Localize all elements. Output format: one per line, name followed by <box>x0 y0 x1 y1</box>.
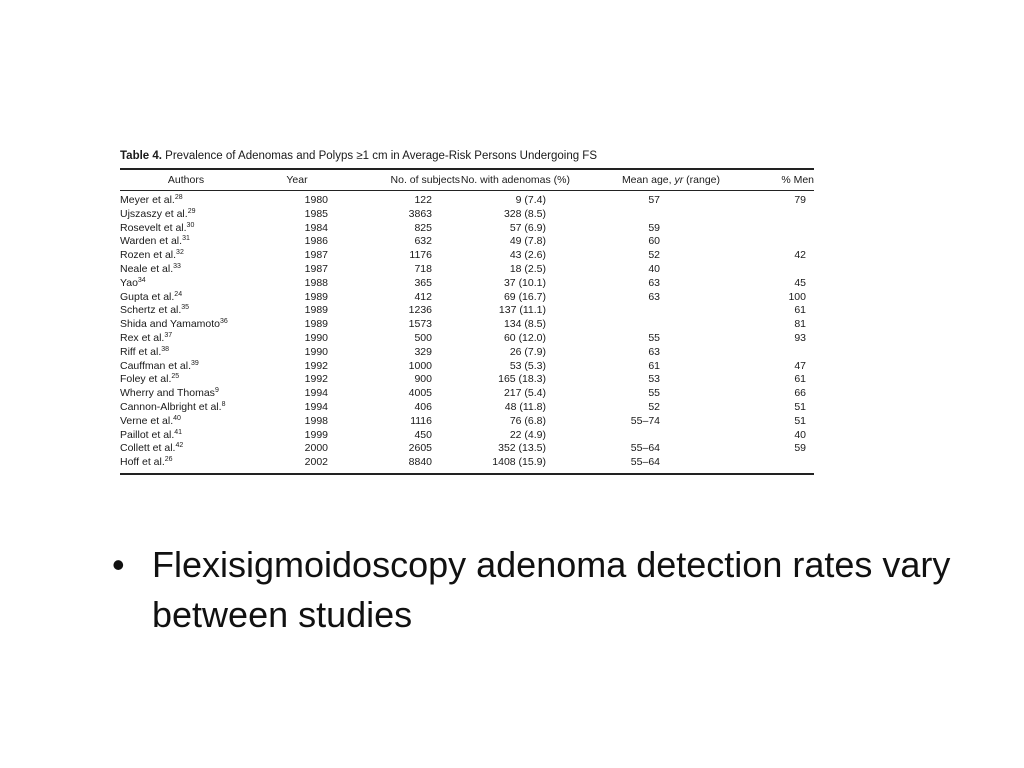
table-caption-label: Table 4. <box>120 150 162 162</box>
cell-year: 1989 <box>304 290 328 303</box>
cell-mean-age: 52 <box>648 249 660 262</box>
cell-author <box>120 222 252 236</box>
author-name: Rozen et al. <box>120 249 177 262</box>
cell-percent-men <box>720 263 814 277</box>
mean-age-suffix: (range) <box>683 174 720 186</box>
cell-adenomas: 352 (13.5) <box>498 442 546 455</box>
cell-year: 1985 <box>304 207 328 220</box>
reference-number: 33 <box>173 262 181 270</box>
cell-mean-age <box>570 429 720 443</box>
cell-adenomas: 1408 (15.9) <box>492 456 546 469</box>
reference-number: 32 <box>176 249 184 257</box>
table-row <box>120 291 814 305</box>
cell-author <box>120 191 252 208</box>
cell-year: 1986 <box>304 235 328 248</box>
cell-subjects: 4005 <box>408 387 432 400</box>
cell-author <box>120 332 252 346</box>
table-row <box>120 401 814 415</box>
cell-author <box>120 442 252 456</box>
bullet-point <box>112 540 972 640</box>
cell-year: 2002 <box>304 456 328 469</box>
cell-subjects: 3863 <box>408 207 432 220</box>
cell-adenomas: 134 (8.5) <box>503 318 546 331</box>
cell-mean-age: 40 <box>648 262 660 275</box>
cell-author <box>120 401 252 415</box>
cell-adenomas: 48 (11.8) <box>504 400 546 413</box>
author-name: Verne et al. <box>120 414 174 427</box>
cell-subjects: 122 <box>414 194 432 206</box>
column-header-adenomas: No. with adenomas (%) <box>460 174 570 186</box>
cell-mean-age: 55 <box>648 331 660 344</box>
cell-adenomas: 76 (6.8) <box>509 414 546 427</box>
table-row <box>120 346 814 360</box>
mean-age-prefix: Mean age, <box>621 174 675 186</box>
table-bottom-rule <box>120 473 814 475</box>
cell-year: 1987 <box>304 249 328 262</box>
author-name: Shida and Yamamoto <box>120 318 221 331</box>
cell-mean-age: 61 <box>648 359 660 372</box>
reference-number: 25 <box>171 373 180 381</box>
table-row <box>120 442 814 456</box>
cell-percent-men: 93 <box>794 331 806 344</box>
cell-year: 1992 <box>304 359 328 372</box>
cell-mean-age: 57 <box>648 194 660 206</box>
cell-percent-men <box>720 456 814 473</box>
cell-mean-age: 63 <box>648 290 660 303</box>
author-name: Paillot et al. <box>120 428 175 441</box>
cell-adenomas: 26 (7.9) <box>509 345 546 358</box>
table-row <box>120 191 814 208</box>
cell-percent-men: 79 <box>794 194 806 206</box>
cell-percent-men <box>720 346 814 360</box>
cell-mean-age: 63 <box>648 345 660 358</box>
cell-mean-age <box>570 304 720 318</box>
cell-year: 1992 <box>304 373 328 386</box>
reference-number: 30 <box>186 221 195 229</box>
reference-number: 35 <box>181 304 190 312</box>
cell-author <box>120 360 252 374</box>
prevalence-table <box>120 170 814 473</box>
reference-number: 31 <box>182 235 190 243</box>
cell-mean-age: 55–74 <box>630 414 660 427</box>
cell-subjects: 1116 <box>410 414 432 427</box>
cell-subjects: 1236 <box>408 304 432 317</box>
bullet-marker: • <box>112 544 125 585</box>
cell-subjects: 329 <box>414 345 432 358</box>
cell-author <box>120 373 252 387</box>
cell-year: 1989 <box>304 304 328 317</box>
cell-subjects: 8840 <box>408 456 432 469</box>
cell-subjects: 1000 <box>408 359 432 372</box>
table-caption-text: Prevalence of Adenomas and Polyps ≥1 cm in Average-Risk Persons Undergoing FS <box>165 150 598 162</box>
cell-year: 2000 <box>304 442 328 455</box>
cell-author <box>120 387 252 401</box>
cell-mean-age: 52 <box>648 400 660 413</box>
table-row <box>120 360 814 374</box>
cell-year: 1994 <box>304 400 328 413</box>
column-header-authors: Authors <box>167 174 205 186</box>
author-name: Wherry and Thomas <box>120 387 215 400</box>
cell-author <box>120 346 252 360</box>
author-name: Rosevelt et al. <box>120 221 187 234</box>
cell-adenomas: 43 (2.6) <box>509 249 546 262</box>
cell-percent-men: 40 <box>794 428 806 441</box>
column-header-percent-men: % Men <box>781 174 814 186</box>
table-row <box>120 208 814 222</box>
cell-subjects: 500 <box>414 331 432 344</box>
cell-author <box>120 277 252 291</box>
author-name: Warden et al. <box>120 235 183 248</box>
cell-adenomas: 18 (2.5) <box>509 262 546 275</box>
cell-subjects: 365 <box>414 276 432 289</box>
cell-adenomas: 49 (7.8) <box>509 235 546 248</box>
cell-percent-men: 42 <box>794 249 806 262</box>
cell-percent-men: 61 <box>794 373 806 386</box>
cell-adenomas: 328 (8.5) <box>503 207 546 220</box>
cell-percent-men <box>720 222 814 236</box>
mean-age-unit: yr <box>674 174 684 186</box>
cell-percent-men: 45 <box>794 276 806 289</box>
author-name: Hoff et al. <box>120 456 165 469</box>
cell-mean-age: 59 <box>648 221 660 234</box>
cell-adenomas: 69 (16.7) <box>503 290 546 303</box>
table-caption <box>120 148 814 164</box>
table-row <box>120 235 814 249</box>
cell-mean-age: 55–64 <box>630 456 660 469</box>
cell-author <box>120 208 252 222</box>
cell-percent-men: 66 <box>794 387 806 400</box>
table-row <box>120 277 814 291</box>
prevalence-table-figure <box>120 148 814 475</box>
cell-author <box>120 304 252 318</box>
reference-number: 40 <box>173 414 181 422</box>
reference-number: 24 <box>174 290 183 298</box>
reference-number: 41 <box>174 428 183 436</box>
reference-number: 37 <box>164 331 173 339</box>
cell-subjects: 825 <box>414 221 432 234</box>
cell-year: 1990 <box>304 331 328 344</box>
author-name: Collett et al. <box>120 442 176 455</box>
cell-year: 1990 <box>304 345 328 358</box>
cell-author <box>120 429 252 443</box>
author-name: Foley et al. <box>120 373 172 386</box>
cell-author <box>120 318 252 332</box>
cell-percent-men: 100 <box>788 290 806 303</box>
author-name: Riff et al. <box>120 345 162 358</box>
author-name: Rex et al. <box>120 331 165 344</box>
reference-number: 38 <box>161 345 170 353</box>
cell-subjects: 2605 <box>408 442 432 455</box>
cell-adenomas: 22 (4.9) <box>509 428 546 441</box>
table-row <box>120 387 814 401</box>
cell-mean-age: 63 <box>648 276 660 289</box>
cell-subjects: 450 <box>414 428 432 441</box>
reference-number: 28 <box>174 194 183 201</box>
bullet-text: Flexisigmoidoscopy adenoma detection rates vary between studies <box>152 544 951 635</box>
cell-adenomas: 137 (11.1) <box>498 304 546 317</box>
cell-percent-men: 59 <box>794 442 806 455</box>
cell-adenomas: 60 (12.0) <box>503 331 546 344</box>
cell-percent-men: 51 <box>794 414 806 427</box>
column-header-year: Year <box>286 174 308 186</box>
cell-year: 1998 <box>304 414 328 427</box>
table-row <box>120 456 814 473</box>
cell-year: 1980 <box>304 194 328 206</box>
reference-number: 9 <box>214 387 219 395</box>
author-name: Ujszaszy et al. <box>120 207 188 220</box>
author-name: Yao <box>120 276 138 289</box>
table-row <box>120 304 814 318</box>
cell-adenomas: 217 (5.4) <box>503 387 546 400</box>
cell-adenomas: 53 (5.3) <box>509 359 546 372</box>
cell-percent-men: 51 <box>794 400 806 413</box>
author-name: Neale et al. <box>120 262 174 275</box>
reference-number: 29 <box>187 207 196 215</box>
cell-subjects: 1176 <box>409 249 432 262</box>
table-row <box>120 415 814 429</box>
cell-mean-age: 55 <box>648 387 660 400</box>
cell-adenomas: 9 (7.4) <box>515 194 546 206</box>
author-name: Gupta et al. <box>120 290 175 303</box>
reference-number: 42 <box>175 442 184 450</box>
table-row <box>120 429 814 443</box>
cell-year: 1989 <box>304 318 328 331</box>
cell-author <box>120 235 252 249</box>
cell-year: 1988 <box>304 276 328 289</box>
reference-number: 34 <box>137 276 146 284</box>
cell-percent-men <box>720 208 814 222</box>
author-name: Schertz et al. <box>120 304 182 317</box>
cell-mean-age: 60 <box>648 235 660 248</box>
table-row <box>120 263 814 277</box>
cell-percent-men <box>720 235 814 249</box>
cell-year: 1999 <box>304 428 328 441</box>
table-row <box>120 373 814 387</box>
table-row <box>120 249 814 263</box>
reference-number: 8 <box>221 400 226 408</box>
cell-mean-age <box>570 318 720 332</box>
cell-mean-age <box>570 208 720 222</box>
cell-subjects: 632 <box>414 235 432 248</box>
cell-percent-men: 47 <box>794 359 806 372</box>
table-row <box>120 222 814 236</box>
cell-author <box>120 249 252 263</box>
reference-number: 39 <box>191 359 199 367</box>
author-name: Cauffman et al. <box>120 359 192 372</box>
cell-adenomas: 57 (6.9) <box>509 221 546 234</box>
cell-percent-men: 61 <box>794 304 806 317</box>
cell-mean-age: 53 <box>648 373 660 386</box>
cell-author <box>120 456 252 473</box>
table-body <box>120 191 814 473</box>
cell-adenomas: 37 (10.1) <box>503 276 546 289</box>
column-header-subjects: No. of subjects <box>390 174 460 186</box>
cell-subjects: 900 <box>414 373 432 386</box>
cell-year: 1994 <box>304 387 328 400</box>
cell-author <box>120 415 252 429</box>
cell-mean-age: 55–64 <box>630 442 660 455</box>
reference-number: 26 <box>164 456 173 464</box>
table-row <box>120 332 814 346</box>
cell-year: 1987 <box>304 262 328 275</box>
reference-number: 36 <box>220 318 228 326</box>
cell-author <box>120 291 252 305</box>
table-row <box>120 318 814 332</box>
table-header-row <box>120 170 814 190</box>
cell-percent-men: 81 <box>794 318 806 331</box>
cell-adenomas: 165 (18.3) <box>498 373 546 386</box>
author-name: Cannon-Albright et al. <box>120 400 222 413</box>
column-header-mean-age <box>570 170 720 190</box>
cell-subjects: 406 <box>414 400 432 413</box>
cell-subjects: 718 <box>414 262 432 275</box>
author-name: Meyer et al. <box>120 194 175 206</box>
cell-subjects: 412 <box>414 290 432 303</box>
cell-subjects: 1573 <box>408 318 432 331</box>
cell-year: 1984 <box>304 221 328 234</box>
cell-author <box>120 263 252 277</box>
